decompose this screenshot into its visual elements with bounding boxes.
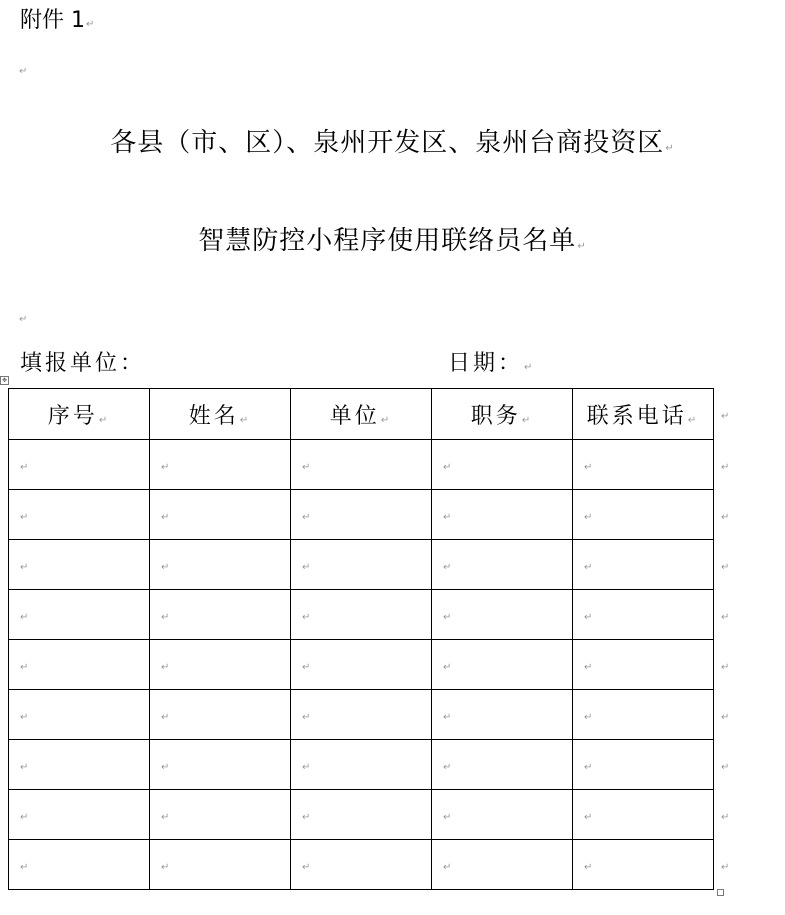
paragraph-mark-icon: ↵ xyxy=(302,812,311,823)
paragraph-mark-icon: ↵ xyxy=(161,812,170,823)
table-cell[interactable] xyxy=(150,740,291,790)
row-end-mark-icon: ↵ xyxy=(721,462,730,473)
attachment-label: 附件 1↵ xyxy=(20,8,95,33)
table-cell[interactable] xyxy=(291,690,432,740)
contact-roster-table xyxy=(8,388,714,890)
paragraph-mark-icon: ↵ xyxy=(443,562,452,573)
table-cell[interactable] xyxy=(573,540,714,590)
empty-paragraph xyxy=(18,66,27,78)
paragraph-mark-icon: ↵ xyxy=(584,812,593,823)
paragraph-mark-icon: ↵ xyxy=(86,19,95,30)
table-cell[interactable] xyxy=(9,590,150,640)
paragraph-mark-icon: ↵ xyxy=(302,712,311,723)
paragraph-mark-icon: ↵ xyxy=(584,612,593,623)
paragraph-mark-icon: ↵ xyxy=(524,362,536,373)
document-title-line-2: 智慧防控小程序使用联络员名单↵ xyxy=(198,226,587,256)
paragraph-mark-icon: ↵ xyxy=(443,812,452,823)
table-cell[interactable] xyxy=(291,790,432,840)
table-row xyxy=(9,440,714,490)
table-cell[interactable] xyxy=(150,440,291,490)
paragraph-mark-icon: ↵ xyxy=(584,512,593,523)
table-cell[interactable] xyxy=(150,540,291,590)
paragraph-mark-icon: ↵ xyxy=(443,512,452,523)
paragraph-mark-icon: ↵ xyxy=(161,862,170,873)
paragraph-mark-icon: ↵ xyxy=(302,512,311,523)
table-cell[interactable] xyxy=(291,490,432,540)
table-cell[interactable] xyxy=(432,540,573,590)
paragraph-mark-icon: ↵ xyxy=(584,712,593,723)
table-cell[interactable] xyxy=(9,740,150,790)
paragraph-mark-icon: ↵ xyxy=(20,562,29,573)
paragraph-mark-icon: ↵ xyxy=(443,662,452,673)
row-end-mark-icon: ↵ xyxy=(721,862,730,873)
paragraph-mark-icon: ↵ xyxy=(302,462,311,473)
table-cell[interactable] xyxy=(573,590,714,640)
table-cell[interactable] xyxy=(150,590,291,640)
paragraph-mark-icon: ↵ xyxy=(19,314,28,325)
paragraph-mark-icon: ↵ xyxy=(20,612,29,623)
paragraph-mark-icon: ↵ xyxy=(443,462,452,473)
row-end-mark-icon: ↵ xyxy=(721,762,730,773)
table-header-row xyxy=(9,389,714,440)
paragraph-mark-icon: ↵ xyxy=(20,662,29,673)
paragraph-mark-icon: ↵ xyxy=(584,862,593,873)
header-cell-unit: 单位↵ xyxy=(291,389,432,440)
table-cell[interactable] xyxy=(291,440,432,490)
table-cell[interactable] xyxy=(573,790,714,840)
row-end-mark-icon: ↵ xyxy=(721,662,730,673)
row-end-mark-icon: ↵ xyxy=(721,562,730,573)
table-row xyxy=(9,590,714,640)
row-end-mark-icon: ↵ xyxy=(721,411,730,422)
table-cell[interactable] xyxy=(150,640,291,690)
table-cell[interactable] xyxy=(9,840,150,890)
table-cell[interactable] xyxy=(9,540,150,590)
table-cell[interactable] xyxy=(9,790,150,840)
table-row xyxy=(9,790,714,840)
paragraph-mark-icon: ↵ xyxy=(443,712,452,723)
table-move-handle-icon[interactable]: ✥ xyxy=(1,377,8,384)
paragraph-mark-icon: ↵ xyxy=(584,762,593,773)
paragraph-mark-icon: ↵ xyxy=(20,812,29,823)
table-cell[interactable] xyxy=(432,790,573,840)
table-cell[interactable] xyxy=(573,640,714,690)
paragraph-mark-icon: ↵ xyxy=(577,241,587,252)
paragraph-mark-icon: ↵ xyxy=(302,662,311,673)
fill-unit-label: 填报单位： xyxy=(20,351,146,376)
paragraph-mark-icon: ↵ xyxy=(161,462,170,473)
table-cell[interactable] xyxy=(291,740,432,790)
table-cell[interactable] xyxy=(432,690,573,740)
table-cell[interactable] xyxy=(291,640,432,690)
header-cell-index: 序号↵ xyxy=(9,389,150,440)
date-label: 日期：↵ xyxy=(448,351,536,376)
table-cell[interactable] xyxy=(432,440,573,490)
paragraph-mark-icon: ↵ xyxy=(584,562,593,573)
paragraph-mark-icon: ↵ xyxy=(687,414,700,426)
header-cell-name: 姓名↵ xyxy=(150,389,291,440)
row-end-mark-icon: ↵ xyxy=(721,712,730,723)
table-cell[interactable] xyxy=(150,790,291,840)
document-title-line-1: 各县（市、区）、泉州开发区、泉州台商投资区↵ xyxy=(110,128,675,158)
paragraph-mark-icon: ↵ xyxy=(521,414,534,426)
table-row xyxy=(9,690,714,740)
paragraph-mark-icon: ↵ xyxy=(161,762,170,773)
paragraph-mark-icon: ↵ xyxy=(665,143,675,154)
paragraph-mark-icon: ↵ xyxy=(302,612,311,623)
table-cell[interactable] xyxy=(150,490,291,540)
paragraph-mark-icon: ↵ xyxy=(161,662,170,673)
paragraph-mark-icon: ↵ xyxy=(161,512,170,523)
table-resize-handle[interactable] xyxy=(717,889,724,896)
table-cell[interactable] xyxy=(9,440,150,490)
paragraph-mark-icon: ↵ xyxy=(584,662,593,673)
paragraph-mark-icon: ↵ xyxy=(584,462,593,473)
table-cell[interactable] xyxy=(291,590,432,640)
table-row xyxy=(9,490,714,540)
table-cell[interactable] xyxy=(9,690,150,740)
table-cell[interactable] xyxy=(573,840,714,890)
row-end-mark-icon: ↵ xyxy=(721,612,730,623)
table-cell[interactable] xyxy=(150,840,291,890)
table-cell[interactable] xyxy=(291,840,432,890)
table-cell[interactable] xyxy=(573,440,714,490)
table-row xyxy=(9,640,714,690)
header-cell-position: 职务↵ xyxy=(432,389,573,440)
header-cell-phone: 联系电话↵ xyxy=(573,389,714,440)
paragraph-mark-icon: ↵ xyxy=(20,712,29,723)
table-row xyxy=(9,540,714,590)
table-cell[interactable] xyxy=(432,490,573,540)
paragraph-mark-icon: ↵ xyxy=(239,414,252,426)
row-end-mark-icon: ↵ xyxy=(721,812,730,823)
table-cell[interactable] xyxy=(573,740,714,790)
paragraph-mark-icon: ↵ xyxy=(302,762,311,773)
paragraph-mark-icon: ↵ xyxy=(20,862,29,873)
table-cell[interactable] xyxy=(432,640,573,690)
paragraph-mark-icon: ↵ xyxy=(380,414,393,426)
paragraph-mark-icon: ↵ xyxy=(20,462,29,473)
paragraph-mark-icon: ↵ xyxy=(443,612,452,623)
paragraph-mark-icon: ↵ xyxy=(20,762,29,773)
table-body xyxy=(9,440,714,890)
table-row xyxy=(9,740,714,790)
table-cell[interactable] xyxy=(291,540,432,590)
empty-paragraph xyxy=(18,314,27,326)
paragraph-mark-icon: ↵ xyxy=(302,862,311,873)
paragraph-mark-icon: ↵ xyxy=(302,562,311,573)
table-cell[interactable] xyxy=(432,740,573,790)
paragraph-mark-icon: ↵ xyxy=(19,66,28,77)
table-cell[interactable] xyxy=(432,590,573,640)
paragraph-mark-icon: ↵ xyxy=(161,612,170,623)
row-end-mark-icon: ↵ xyxy=(721,512,730,523)
table-row xyxy=(9,840,714,890)
paragraph-mark-icon: ↵ xyxy=(161,562,170,573)
table-cell[interactable] xyxy=(573,690,714,740)
paragraph-mark-icon: ↵ xyxy=(161,712,170,723)
table-cell[interactable] xyxy=(150,690,291,740)
paragraph-mark-icon: ↵ xyxy=(443,762,452,773)
paragraph-mark-icon: ↵ xyxy=(443,862,452,873)
table-cell[interactable] xyxy=(9,640,150,690)
table-cell[interactable] xyxy=(9,490,150,540)
table-cell[interactable] xyxy=(432,840,573,890)
paragraph-mark-icon: ↵ xyxy=(20,512,29,523)
table-cell[interactable] xyxy=(573,490,714,540)
paragraph-mark-icon: ↵ xyxy=(98,414,111,426)
